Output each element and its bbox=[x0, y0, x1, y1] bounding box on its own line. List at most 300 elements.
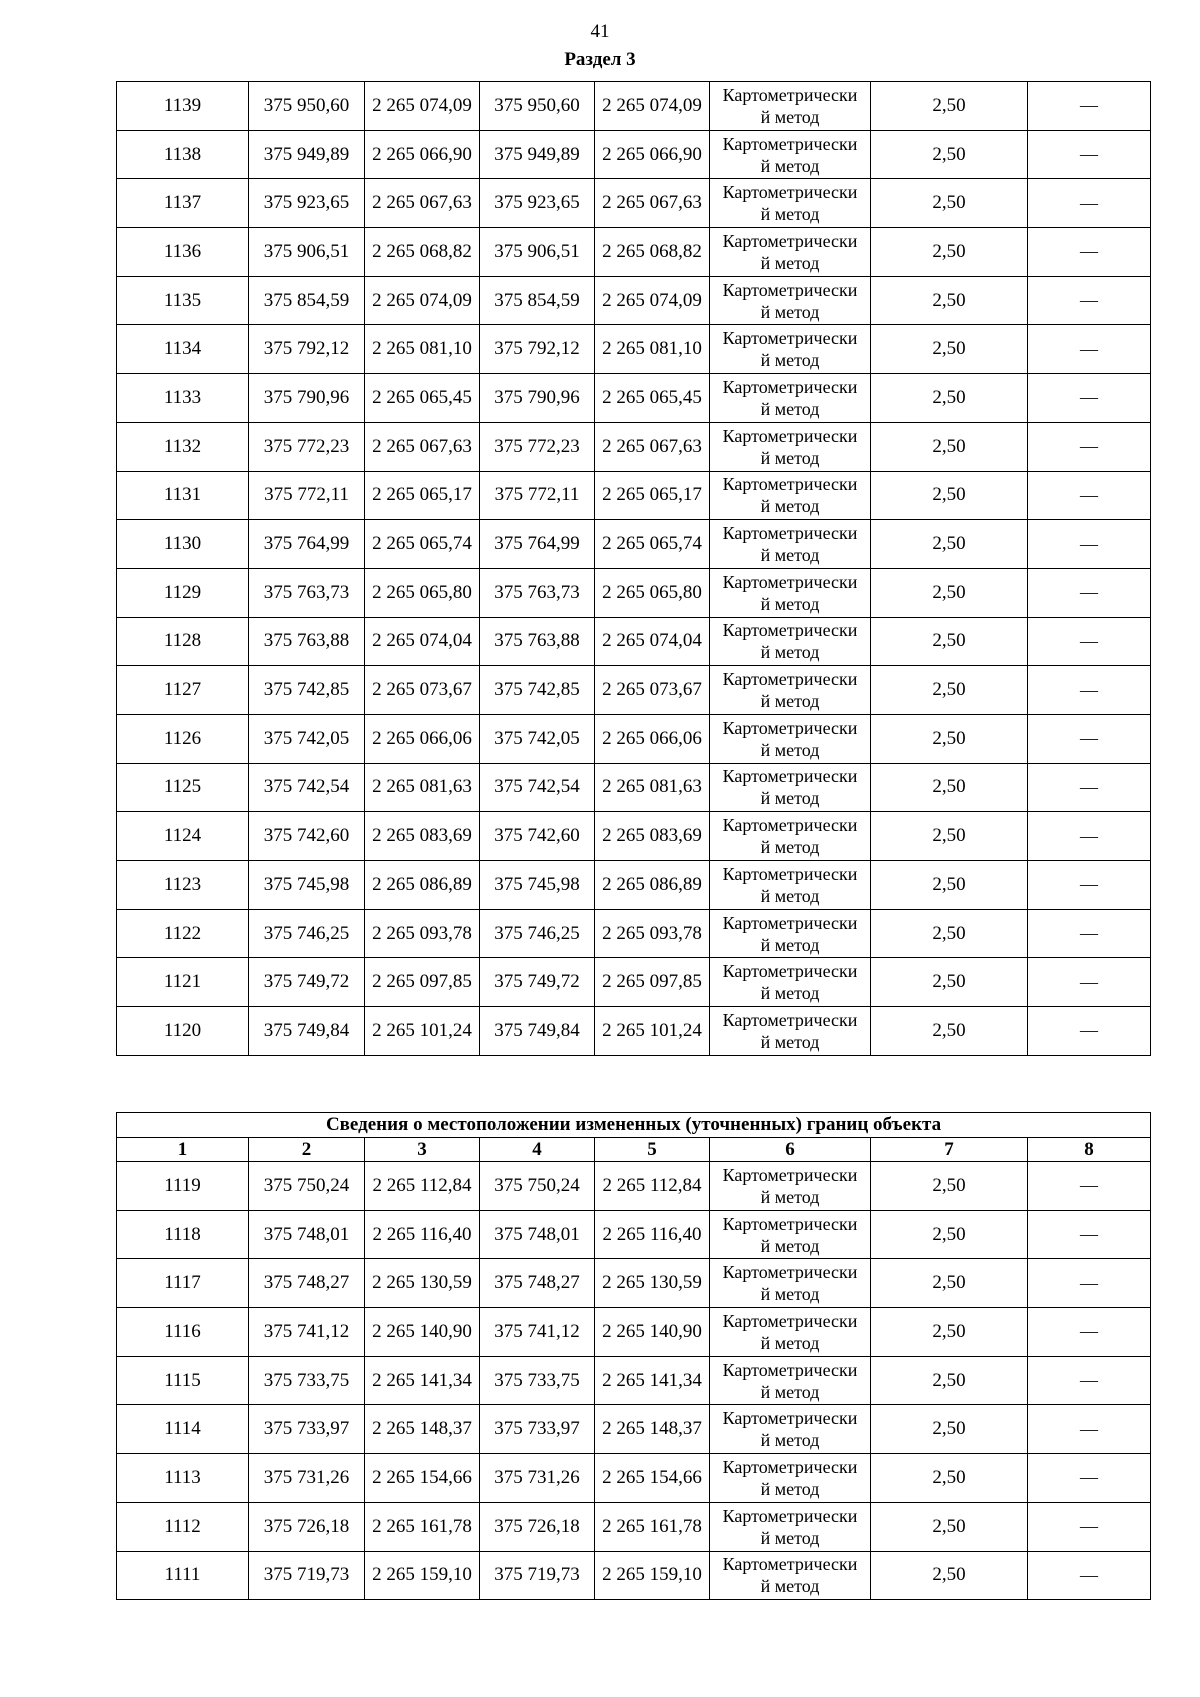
y-old-cell: 2 265 067,63 bbox=[365, 179, 480, 228]
x-new-cell: 375 741,12 bbox=[480, 1308, 595, 1357]
table-row bbox=[117, 861, 1151, 910]
x-old-cell: 375 731,26 bbox=[249, 1454, 365, 1503]
accuracy-cell: 2,50 bbox=[871, 325, 1028, 374]
method-cell bbox=[710, 1162, 871, 1211]
point-number-cell: 1125 bbox=[117, 763, 249, 812]
x-new-cell: 375 750,24 bbox=[480, 1162, 595, 1211]
x-old-cell: 375 733,75 bbox=[249, 1356, 365, 1405]
accuracy-cell: 2,50 bbox=[871, 179, 1028, 228]
method-cell bbox=[710, 861, 871, 910]
method-cell bbox=[710, 130, 871, 179]
method-line-2: й метод bbox=[760, 155, 820, 176]
x-old-cell: 375 726,18 bbox=[249, 1502, 365, 1551]
y-new-cell: 2 265 097,85 bbox=[595, 958, 710, 1007]
description-cell: — bbox=[1028, 666, 1151, 715]
accuracy-cell: 2,50 bbox=[871, 958, 1028, 1007]
method-line-2: й метод bbox=[760, 204, 820, 225]
description-cell: — bbox=[1028, 861, 1151, 910]
accuracy-cell: 2,50 bbox=[871, 374, 1028, 423]
method-cell bbox=[710, 276, 871, 325]
method-line-1: Картометрически bbox=[722, 133, 858, 154]
x-new-cell: 375 792,12 bbox=[480, 325, 595, 374]
description-cell: — bbox=[1028, 812, 1151, 861]
method-line-1: Картометрически bbox=[722, 620, 858, 641]
x-old-cell: 375 746,25 bbox=[249, 909, 365, 958]
method-cell bbox=[710, 325, 871, 374]
table-row bbox=[117, 422, 1151, 471]
method-line-1: Картометрически bbox=[722, 669, 858, 690]
method-line-2: й метод bbox=[760, 545, 820, 566]
method-cell bbox=[710, 1356, 871, 1405]
y-old-cell: 2 265 065,45 bbox=[365, 374, 480, 423]
method-cell bbox=[710, 422, 871, 471]
y-old-cell: 2 265 081,63 bbox=[365, 763, 480, 812]
method-cell bbox=[710, 763, 871, 812]
table-row bbox=[117, 568, 1151, 617]
x-old-cell: 375 764,99 bbox=[249, 520, 365, 569]
column-header: 4 bbox=[480, 1138, 595, 1162]
method-cell bbox=[710, 1007, 871, 1056]
x-old-cell: 375 749,72 bbox=[249, 958, 365, 1007]
y-new-cell: 2 265 065,17 bbox=[595, 471, 710, 520]
description-cell: — bbox=[1028, 130, 1151, 179]
method-cell bbox=[710, 812, 871, 861]
y-new-cell: 2 265 081,10 bbox=[595, 325, 710, 374]
method-cell bbox=[710, 1502, 871, 1551]
method-cell bbox=[710, 1308, 871, 1357]
method-line-2: й метод bbox=[760, 1235, 820, 1256]
method-line-2: й метод bbox=[760, 1430, 820, 1451]
method-line-1: Картометрически bbox=[722, 1262, 858, 1283]
table-row bbox=[117, 471, 1151, 520]
x-old-cell: 375 748,27 bbox=[249, 1259, 365, 1308]
method-line-2: й метод bbox=[760, 447, 820, 468]
y-old-cell: 2 265 112,84 bbox=[365, 1162, 480, 1211]
x-new-cell: 375 763,88 bbox=[480, 617, 595, 666]
accuracy-cell: 2,50 bbox=[871, 1308, 1028, 1357]
y-new-cell: 2 265 130,59 bbox=[595, 1259, 710, 1308]
y-old-cell: 2 265 097,85 bbox=[365, 958, 480, 1007]
method-line-2: й метод bbox=[760, 1332, 820, 1353]
accuracy-cell: 2,50 bbox=[871, 1210, 1028, 1259]
point-number-cell: 1112 bbox=[117, 1502, 249, 1551]
description-cell: — bbox=[1028, 228, 1151, 277]
x-old-cell: 375 719,73 bbox=[249, 1551, 365, 1600]
table-caption: Сведения о местоположении измененных (уточненных) границ объекта bbox=[117, 1113, 1151, 1138]
y-old-cell: 2 265 073,67 bbox=[365, 666, 480, 715]
point-number-cell: 1131 bbox=[117, 471, 249, 520]
point-number-cell: 1116 bbox=[117, 1308, 249, 1357]
coordinates-table-1-body bbox=[117, 82, 1151, 1056]
table-row bbox=[117, 909, 1151, 958]
method-line-2: й метод bbox=[760, 106, 820, 127]
method-line-1: Картометрически bbox=[722, 571, 858, 592]
description-cell: — bbox=[1028, 1502, 1151, 1551]
x-new-cell: 375 923,65 bbox=[480, 179, 595, 228]
y-old-cell: 2 265 161,78 bbox=[365, 1502, 480, 1551]
method-line-1: Картометрически bbox=[722, 328, 858, 349]
x-old-cell: 375 923,65 bbox=[249, 179, 365, 228]
point-number-cell: 1126 bbox=[117, 714, 249, 763]
description-cell: — bbox=[1028, 714, 1151, 763]
page-number: 41 bbox=[590, 21, 610, 42]
method-cell bbox=[710, 471, 871, 520]
point-number-cell: 1134 bbox=[117, 325, 249, 374]
x-old-cell: 375 763,88 bbox=[249, 617, 365, 666]
method-line-2: й метод bbox=[760, 788, 820, 809]
y-new-cell: 2 265 068,82 bbox=[595, 228, 710, 277]
description-cell: — bbox=[1028, 471, 1151, 520]
point-number-cell: 1124 bbox=[117, 812, 249, 861]
method-line-2: й метод bbox=[760, 983, 820, 1004]
description-cell: — bbox=[1028, 909, 1151, 958]
y-new-cell: 2 265 101,24 bbox=[595, 1007, 710, 1056]
x-new-cell: 375 719,73 bbox=[480, 1551, 595, 1600]
y-old-cell: 2 265 074,04 bbox=[365, 617, 480, 666]
x-new-cell: 375 742,54 bbox=[480, 763, 595, 812]
method-line-1: Картометрически bbox=[722, 1009, 858, 1030]
x-old-cell: 375 742,54 bbox=[249, 763, 365, 812]
table-row bbox=[117, 130, 1151, 179]
accuracy-cell: 2,50 bbox=[871, 276, 1028, 325]
accuracy-cell: 2,50 bbox=[871, 1356, 1028, 1405]
point-number-cell: 1122 bbox=[117, 909, 249, 958]
method-line-2: й метод bbox=[760, 837, 820, 858]
x-old-cell: 375 745,98 bbox=[249, 861, 365, 910]
table-row bbox=[117, 1356, 1151, 1405]
x-old-cell: 375 854,59 bbox=[249, 276, 365, 325]
method-cell bbox=[710, 1259, 871, 1308]
y-old-cell: 2 265 141,34 bbox=[365, 1356, 480, 1405]
method-line-2: й метод bbox=[760, 1031, 820, 1052]
description-cell: — bbox=[1028, 325, 1151, 374]
column-header: 7 bbox=[871, 1138, 1028, 1162]
y-old-cell: 2 265 065,74 bbox=[365, 520, 480, 569]
table-row bbox=[117, 1259, 1151, 1308]
x-old-cell: 375 749,84 bbox=[249, 1007, 365, 1056]
y-new-cell: 2 265 161,78 bbox=[595, 1502, 710, 1551]
y-old-cell: 2 265 140,90 bbox=[365, 1308, 480, 1357]
y-new-cell: 2 265 074,09 bbox=[595, 82, 710, 131]
table-row bbox=[117, 1162, 1151, 1211]
y-old-cell: 2 265 159,10 bbox=[365, 1551, 480, 1600]
description-cell: — bbox=[1028, 520, 1151, 569]
y-new-cell: 2 265 074,04 bbox=[595, 617, 710, 666]
point-number-cell: 1139 bbox=[117, 82, 249, 131]
x-old-cell: 375 742,60 bbox=[249, 812, 365, 861]
x-new-cell: 375 733,75 bbox=[480, 1356, 595, 1405]
accuracy-cell: 2,50 bbox=[871, 130, 1028, 179]
x-old-cell: 375 741,12 bbox=[249, 1308, 365, 1357]
description-cell: — bbox=[1028, 276, 1151, 325]
description-cell: — bbox=[1028, 1162, 1151, 1211]
method-cell bbox=[710, 1551, 871, 1600]
y-old-cell: 2 265 148,37 bbox=[365, 1405, 480, 1454]
method-line-1: Картометрически bbox=[722, 523, 858, 544]
x-new-cell: 375 749,84 bbox=[480, 1007, 595, 1056]
table-row bbox=[117, 812, 1151, 861]
point-number-cell: 1132 bbox=[117, 422, 249, 471]
point-number-cell: 1136 bbox=[117, 228, 249, 277]
point-number-cell: 1137 bbox=[117, 179, 249, 228]
method-line-1: Картометрически bbox=[722, 376, 858, 397]
method-cell bbox=[710, 82, 871, 131]
table-row bbox=[117, 617, 1151, 666]
method-line-2: й метод bbox=[760, 739, 820, 760]
description-cell: — bbox=[1028, 1454, 1151, 1503]
method-line-1: Картометрически bbox=[722, 1359, 858, 1380]
column-header: 5 bbox=[595, 1138, 710, 1162]
y-new-cell: 2 265 081,63 bbox=[595, 763, 710, 812]
method-line-1: Картометрически bbox=[722, 279, 858, 300]
table-row bbox=[117, 1308, 1151, 1357]
y-old-cell: 2 265 083,69 bbox=[365, 812, 480, 861]
point-number-cell: 1120 bbox=[117, 1007, 249, 1056]
method-line-1: Картометрически bbox=[722, 84, 858, 105]
y-new-cell: 2 265 073,67 bbox=[595, 666, 710, 715]
method-cell bbox=[710, 958, 871, 1007]
method-line-1: Картометрически bbox=[722, 1408, 858, 1429]
method-line-2: й метод bbox=[760, 885, 820, 906]
method-cell bbox=[710, 520, 871, 569]
y-new-cell: 2 265 086,89 bbox=[595, 861, 710, 910]
y-new-cell: 2 265 067,63 bbox=[595, 179, 710, 228]
column-header: 6 bbox=[710, 1138, 871, 1162]
description-cell: — bbox=[1028, 1356, 1151, 1405]
table-row bbox=[117, 958, 1151, 1007]
y-new-cell: 2 265 065,74 bbox=[595, 520, 710, 569]
method-line-1: Картометрически bbox=[722, 863, 858, 884]
point-number-cell: 1129 bbox=[117, 568, 249, 617]
x-old-cell: 375 950,60 bbox=[249, 82, 365, 131]
accuracy-cell: 2,50 bbox=[871, 763, 1028, 812]
table-row bbox=[117, 1210, 1151, 1259]
y-new-cell: 2 265 066,06 bbox=[595, 714, 710, 763]
column-header: 2 bbox=[249, 1138, 365, 1162]
y-old-cell: 2 265 065,80 bbox=[365, 568, 480, 617]
y-old-cell: 2 265 074,09 bbox=[365, 276, 480, 325]
point-number-cell: 1114 bbox=[117, 1405, 249, 1454]
point-number-cell: 1118 bbox=[117, 1210, 249, 1259]
x-old-cell: 375 772,11 bbox=[249, 471, 365, 520]
table-row bbox=[117, 1405, 1151, 1454]
point-number-cell: 1119 bbox=[117, 1162, 249, 1211]
table-row bbox=[117, 374, 1151, 423]
y-old-cell: 2 265 066,06 bbox=[365, 714, 480, 763]
description-cell: — bbox=[1028, 82, 1151, 131]
method-line-2: й метод bbox=[760, 593, 820, 614]
accuracy-cell: 2,50 bbox=[871, 1162, 1028, 1211]
method-line-1: Картометрически bbox=[722, 1213, 858, 1234]
accuracy-cell: 2,50 bbox=[871, 1551, 1028, 1600]
description-cell: — bbox=[1028, 763, 1151, 812]
y-new-cell: 2 265 065,80 bbox=[595, 568, 710, 617]
y-old-cell: 2 265 086,89 bbox=[365, 861, 480, 910]
method-cell bbox=[710, 1454, 871, 1503]
table-row bbox=[117, 179, 1151, 228]
method-line-1: Картометрически bbox=[722, 815, 858, 836]
method-line-2: й метод bbox=[760, 642, 820, 663]
x-old-cell: 375 750,24 bbox=[249, 1162, 365, 1211]
method-cell bbox=[710, 228, 871, 277]
description-cell: — bbox=[1028, 958, 1151, 1007]
coordinates-table-2-body bbox=[117, 1162, 1151, 1600]
method-line-1: Картометрически bbox=[722, 1554, 858, 1575]
description-cell: — bbox=[1028, 568, 1151, 617]
table-row bbox=[117, 666, 1151, 715]
x-new-cell: 375 742,60 bbox=[480, 812, 595, 861]
method-cell bbox=[710, 909, 871, 958]
method-line-2: й метод bbox=[760, 1284, 820, 1305]
y-old-cell: 2 265 130,59 bbox=[365, 1259, 480, 1308]
point-number-cell: 1138 bbox=[117, 130, 249, 179]
method-cell bbox=[710, 179, 871, 228]
method-line-2: й метод bbox=[760, 1186, 820, 1207]
y-new-cell: 2 265 065,45 bbox=[595, 374, 710, 423]
y-old-cell: 2 265 065,17 bbox=[365, 471, 480, 520]
section-title: Раздел 3 bbox=[564, 49, 636, 70]
method-line-2: й метод bbox=[760, 398, 820, 419]
y-old-cell: 2 265 066,90 bbox=[365, 130, 480, 179]
x-old-cell: 375 742,85 bbox=[249, 666, 365, 715]
point-number-cell: 1123 bbox=[117, 861, 249, 910]
y-old-cell: 2 265 067,63 bbox=[365, 422, 480, 471]
x-new-cell: 375 745,98 bbox=[480, 861, 595, 910]
method-cell bbox=[710, 568, 871, 617]
table-row bbox=[117, 1502, 1151, 1551]
x-old-cell: 375 792,12 bbox=[249, 325, 365, 374]
table-row bbox=[117, 520, 1151, 569]
method-line-1: Картометрически bbox=[722, 1310, 858, 1331]
method-line-1: Картометрически bbox=[722, 182, 858, 203]
x-new-cell: 375 790,96 bbox=[480, 374, 595, 423]
x-new-cell: 375 763,73 bbox=[480, 568, 595, 617]
y-new-cell: 2 265 083,69 bbox=[595, 812, 710, 861]
method-line-2: й метод bbox=[760, 350, 820, 371]
column-header: 1 bbox=[117, 1138, 249, 1162]
x-new-cell: 375 749,72 bbox=[480, 958, 595, 1007]
accuracy-cell: 2,50 bbox=[871, 861, 1028, 910]
x-new-cell: 375 764,99 bbox=[480, 520, 595, 569]
point-number-cell: 1115 bbox=[117, 1356, 249, 1405]
y-new-cell: 2 265 141,34 bbox=[595, 1356, 710, 1405]
method-cell bbox=[710, 714, 871, 763]
x-old-cell: 375 906,51 bbox=[249, 228, 365, 277]
column-header: 8 bbox=[1028, 1138, 1151, 1162]
description-cell: — bbox=[1028, 422, 1151, 471]
y-new-cell: 2 265 074,09 bbox=[595, 276, 710, 325]
y-old-cell: 2 265 068,82 bbox=[365, 228, 480, 277]
method-line-2: й метод bbox=[760, 496, 820, 517]
method-line-2: й метод bbox=[760, 1527, 820, 1548]
accuracy-cell: 2,50 bbox=[871, 82, 1028, 131]
method-line-2: й метод bbox=[760, 1576, 820, 1597]
description-cell: — bbox=[1028, 179, 1151, 228]
x-old-cell: 375 772,23 bbox=[249, 422, 365, 471]
y-new-cell: 2 265 148,37 bbox=[595, 1405, 710, 1454]
y-new-cell: 2 265 159,10 bbox=[595, 1551, 710, 1600]
description-cell: — bbox=[1028, 374, 1151, 423]
coordinates-table-1 bbox=[116, 81, 1151, 1056]
method-line-1: Картометрически bbox=[722, 1164, 858, 1185]
y-old-cell: 2 265 074,09 bbox=[365, 82, 480, 131]
y-new-cell: 2 265 066,90 bbox=[595, 130, 710, 179]
x-new-cell: 375 854,59 bbox=[480, 276, 595, 325]
table-caption-row bbox=[117, 1113, 1151, 1138]
x-new-cell: 375 748,27 bbox=[480, 1259, 595, 1308]
table-row bbox=[117, 1007, 1151, 1056]
accuracy-cell: 2,50 bbox=[871, 471, 1028, 520]
description-cell: — bbox=[1028, 617, 1151, 666]
accuracy-cell: 2,50 bbox=[871, 1405, 1028, 1454]
point-number-cell: 1130 bbox=[117, 520, 249, 569]
x-new-cell: 375 772,11 bbox=[480, 471, 595, 520]
description-cell: — bbox=[1028, 1308, 1151, 1357]
x-new-cell: 375 906,51 bbox=[480, 228, 595, 277]
table-row bbox=[117, 1551, 1151, 1600]
point-number-cell: 1121 bbox=[117, 958, 249, 1007]
method-line-1: Картометрически bbox=[722, 912, 858, 933]
method-line-1: Картометрически bbox=[722, 425, 858, 446]
point-number-cell: 1113 bbox=[117, 1454, 249, 1503]
accuracy-cell: 2,50 bbox=[871, 568, 1028, 617]
table-row bbox=[117, 276, 1151, 325]
method-line-1: Картометрически bbox=[722, 474, 858, 495]
description-cell: — bbox=[1028, 1551, 1151, 1600]
x-old-cell: 375 748,01 bbox=[249, 1210, 365, 1259]
y-new-cell: 2 265 067,63 bbox=[595, 422, 710, 471]
point-number-cell: 1127 bbox=[117, 666, 249, 715]
accuracy-cell: 2,50 bbox=[871, 1259, 1028, 1308]
method-line-2: й метод bbox=[760, 1381, 820, 1402]
x-old-cell: 375 763,73 bbox=[249, 568, 365, 617]
point-number-cell: 1133 bbox=[117, 374, 249, 423]
method-cell bbox=[710, 374, 871, 423]
accuracy-cell: 2,50 bbox=[871, 666, 1028, 715]
method-line-1: Картометрически bbox=[722, 1505, 858, 1526]
accuracy-cell: 2,50 bbox=[871, 228, 1028, 277]
y-new-cell: 2 265 140,90 bbox=[595, 1308, 710, 1357]
x-new-cell: 375 726,18 bbox=[480, 1502, 595, 1551]
accuracy-cell: 2,50 bbox=[871, 1007, 1028, 1056]
y-old-cell: 2 265 116,40 bbox=[365, 1210, 480, 1259]
x-new-cell: 375 748,01 bbox=[480, 1210, 595, 1259]
method-line-2: й метод bbox=[760, 934, 820, 955]
method-line-2: й метод bbox=[760, 301, 820, 322]
table-row bbox=[117, 1454, 1151, 1503]
description-cell: — bbox=[1028, 1007, 1151, 1056]
method-line-1: Картометрически bbox=[722, 1456, 858, 1477]
point-number-cell: 1117 bbox=[117, 1259, 249, 1308]
x-new-cell: 375 746,25 bbox=[480, 909, 595, 958]
x-old-cell: 375 790,96 bbox=[249, 374, 365, 423]
accuracy-cell: 2,50 bbox=[871, 617, 1028, 666]
x-new-cell: 375 742,85 bbox=[480, 666, 595, 715]
y-new-cell: 2 265 093,78 bbox=[595, 909, 710, 958]
x-new-cell: 375 742,05 bbox=[480, 714, 595, 763]
method-line-1: Картометрически bbox=[722, 961, 858, 982]
method-cell bbox=[710, 666, 871, 715]
table-row bbox=[117, 228, 1151, 277]
description-cell: — bbox=[1028, 1405, 1151, 1454]
table-row bbox=[117, 714, 1151, 763]
accuracy-cell: 2,50 bbox=[871, 422, 1028, 471]
method-line-1: Картометрически bbox=[722, 230, 858, 251]
accuracy-cell: 2,50 bbox=[871, 520, 1028, 569]
accuracy-cell: 2,50 bbox=[871, 1502, 1028, 1551]
column-header: 3 bbox=[365, 1138, 480, 1162]
description-cell: — bbox=[1028, 1210, 1151, 1259]
